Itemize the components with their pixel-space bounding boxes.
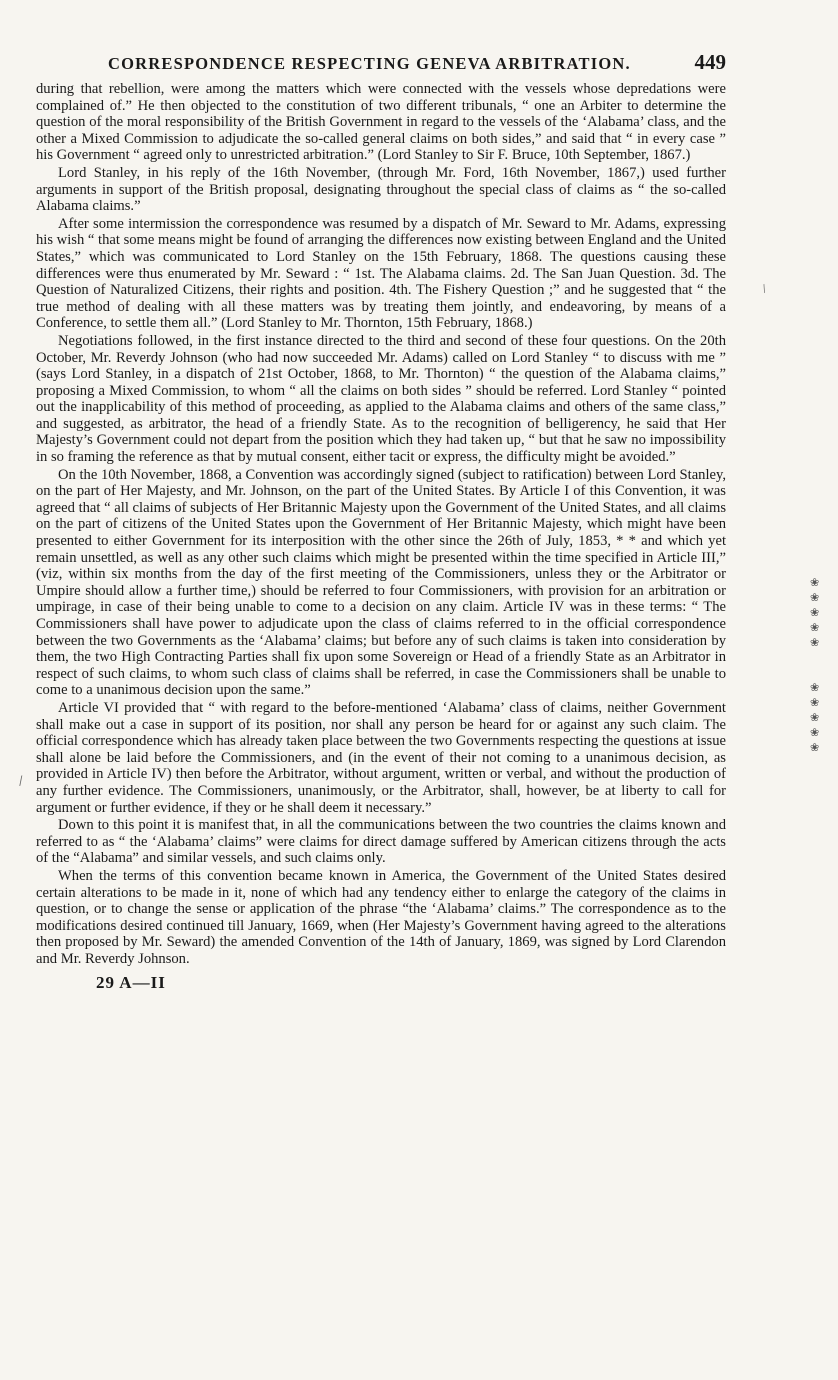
body-text — [36, 81, 726, 967]
ornament-icon: ❀ — [810, 696, 820, 709]
page-number: 449 — [694, 50, 726, 74]
document-page — [36, 50, 726, 993]
page-header — [108, 50, 726, 75]
ornament-icon: ❀ — [810, 741, 820, 754]
paragraph: Lord Stanley, in his reply of the 16th November, (through Mr. Ford, 16th November, 1867,) used further arguments in support of the British proposal, designating throughout the special class of claims as “ the so-called Alabama claims.” — [36, 164, 726, 215]
ornament-icon: ❀ — [810, 636, 820, 649]
pencil-mark-icon: ⁄ — [760, 284, 769, 295]
margin-stamps — [810, 575, 834, 755]
paragraph: Negotiations followed, in the first instance directed to the third and second of these four questions. On the 20th October, Mr. Reverdy Johnson (who had now succeeded Mr. Adams) called on Lord Stanley “ to discuss with me ” (says Lord Stanley, in a dispatch of 21st October, 1868, to Mr. Thornton) “ the question of the Alabama claims,” proposing a Mixed Commission, to whom “ all the claims on both sides ” should be referred. Lord Stanley “ pointed out the inapplicability of this method of proceeding, as applied to the Alabama claims and others of the same class,” and suggested, as arbitrator, the head of a friendly State. As to the recognition of belligerency, he said that Her Majesty’s Government could not depart from the position which they had taken up, “ but that he saw no impossibility in so framing the reference as that by mutual consent, either tacit or express, the difficulty might be avoided.” — [36, 332, 726, 466]
paragraph: during that rebellion, were among the matters which were connected with the vessels whose depredations were complained of.” He then objected to the constitution of two different tribunals, “ one an Arbiter to determine the question of the moral responsibility of the British Government in regard to the vessels of the ‘Alabama’ class, and the other a Mixed Commission to adjudicate the so-called general claims on both sides,” and said that “ in every case ” his Government “ agreed only to unrestricted arbitration.” (Lord Stanley to Sir F. Bruce, 10th September, 1867.) — [36, 81, 726, 164]
paragraph: After some intermission the correspondence was resumed by a dispatch of Mr. Seward to Mr. Adams, expressing his wish “ that some means might be found of arranging the differences now existing between England and the United States,” which was communicated to Lord Stanley on the 15th February, 1868. The questions causing these differences were thus enumerated by Mr. Seward : “ 1st. The Alabama claims. 2d. The San Juan Question. 3d. The Question of Naturalized Citizens, their rights and position. 4th. The Fishery Question ;” and he suggested that “ the true method of dealing with all these matters was by treating them jointly, and endeavoring, by means of a Conference, to settle them all.” (Lord Stanley to Mr. Thornton, 15th February, 1868.) — [36, 215, 726, 332]
pencil-mark-icon: ⁄ — [17, 774, 25, 788]
ornament-icon: ❀ — [810, 681, 820, 694]
paragraph: Article VI provided that “ with regard to the before-mentioned ‘Alabama’ class of claims, neither Government shall make out a case in support of its position, nor shall any person be heard for or against any such claim. The official correspondence which has already taken place between the two Governments respecting the questions at issue shall alone be laid before the Commissioners, and (in the event of their not coming to a unanimous decision, as provided in Article IV) then before the Arbitrator, without argument, written or verbal, and without the production of any further evidence. The Commissioners, unanimously, or the Arbitrator, shall, however, be at liberty to call for argument or further evidence, if they or he shall deem it necessary.” — [36, 699, 726, 816]
ornament-icon: ❀ — [810, 591, 820, 604]
ornament-icon: ❀ — [810, 726, 820, 739]
ornament-icon: ❀ — [810, 606, 820, 619]
signature-mark: 29 A—II — [96, 973, 166, 993]
paragraph: On the 10th November, 1868, a Convention was accordingly signed (subject to ratification) between Lord Stanley, on the part of Her Majesty, and Mr. Johnson, on the part of the United States. By Article I of this Convention, it was agreed that “ all claims of subjects of Her Britannic Majesty upon the Government of the United States, and all claims on the part of citizens of the United States upon the Government of Her Britannic Majesty, which might have been presented to either Government for its interposition with the other since the 26th of July, 1853, * * and which yet remain unsettled, as well as any other such claims which might be presented within the time specified in Article III,” (viz, within six months from the day of the first meeting of the Commissioners, unless they or the Arbitrator or Umpire should allow a further time,) should be referred to four Commissioners, with provision for an arbitration or umpirage, in case of their being unable to come to a decision on any claim. Article IV was in these terms: “ The Commissioners shall have power to adjudicate upon the class of claims referred to in the official correspondence between the two Governments as the ‘Alabama’ claims; but before any of such claims is taken into consideration by them, the two High Contracting Parties shall fix upon some Sovereign or Head of a friendly State as an Arbitrator in respect of such claims, to whom such class of claims shall be referred, in case the Commissioners shall be unable to come to a unanimous decision upon the same.” — [36, 466, 726, 699]
ornament-icon: ❀ — [810, 711, 820, 724]
ornament-icon: ❀ — [810, 621, 820, 634]
paragraph: When the terms of this convention became known in America, the Government of the United States desired certain alterations to be made in it, none of which had any tendency either to enlarge the category of the claims in question, or to change the sense or application of the phrase “the ‘Alabama’ claims.” The correspondence as to the modifications desired continued till January, 1669, when (Her Majesty’s Government having agreed to the alterations then proposed by Mr. Seward) the amended Convention of the 14th of January, 1869, was signed by Lord Clarendon and Mr. Reverdy Johnson. — [36, 867, 726, 967]
paragraph: Down to this point it is manifest that, in all the communications between the two countries the claims known and referred to as “ the ‘Alabama’ claims” were claims for direct damage suffered by American citizens through the acts of the “Alabama” and similar vessels, and such claims only. — [36, 817, 726, 867]
running-title: CORRESPONDENCE RESPECTING GENEVA ARBITRATION. — [108, 54, 631, 73]
ornament-icon: ❀ — [810, 576, 820, 589]
